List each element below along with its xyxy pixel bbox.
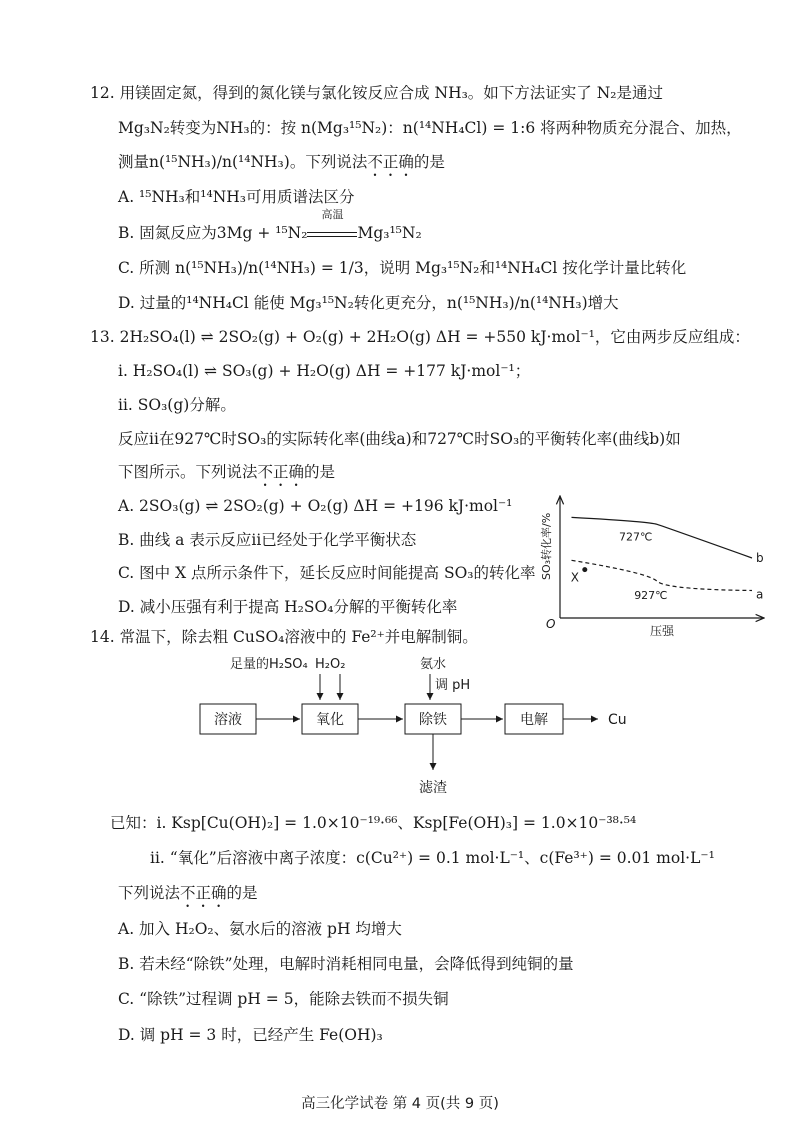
q14-option-b: B. 若未经“除铁”处理，电解时消耗相同电量，会降低得到纯铜的量 [118, 955, 574, 973]
chart-x-axis-label: 压强 [650, 624, 675, 638]
q13-option-d: D. 减小压强有利于提高 H₂SO₄分解的平衡转化率 [118, 598, 458, 616]
chart-series-b-label: b [756, 551, 764, 565]
residue-label: 滤渣 [419, 780, 447, 796]
box-iron-removal-label: 除铁 [419, 712, 447, 728]
q14-option-d: D. 调 pH = 3 时，已经产生 Fe(OH)₃ [118, 1026, 383, 1044]
q13-stem-line1: 13. 2H₂SO₄(l) ⇌ 2SO₂(g) + O₂(g) + 2H₂O(g) ΔH = +550 kJ·mol⁻¹，它由两步反应组成： [90, 328, 750, 346]
q12-option-b-post: Mg₃¹⁵N₂ [357, 224, 422, 242]
q12-option-d: D. 过量的¹⁴NH₄Cl 能使 Mg₃¹⁵N₂转化更充分，n(¹⁵NH₃)/n(¹⁴NH₃)增大 [118, 294, 619, 312]
q14-option-c: C. “除铁”过程调 pH = 5，能除去铁而不损失铜 [118, 990, 449, 1008]
q12-option-b-pre: B. 固氮反应为3Mg + ¹⁵N₂ [118, 224, 308, 242]
box-solution-label: 溶液 [214, 712, 242, 728]
q12-option-b [118, 208, 422, 244]
chart-y-axis-label: SO₃转化率/% [540, 512, 553, 580]
q13-desc-line1: 反应ⅱ在927℃时SO₃的实际转化率(曲线a)和727℃时SO₃的平衡转化率(曲线b)如 [118, 430, 681, 448]
q12-stem-line3-pre: 测量n(¹⁵NH₃)/n(¹⁴NH₃)。下列说法 [118, 153, 368, 171]
chart-point-x [582, 567, 587, 572]
chart-series-a-line [572, 560, 753, 590]
q13-emphasis: 不正确 [257, 463, 305, 481]
q12-stem-line2: Mg₃N₂转变为NH₃的：按 n(Mg₃¹⁵N₂)：n(¹⁴NH₄Cl) = 1:6 将两种物质充分混合、加热， [118, 119, 742, 137]
box-oxidation-label: 氧化 [316, 712, 344, 728]
q13-desc-line2-pre: 下图所示。下列说法 [118, 463, 258, 481]
q13-option-b: B. 曲线 a 表示反应ⅱ已经处于化学平衡状态 [118, 531, 417, 549]
q14-emphasis: 不正确 [180, 884, 227, 902]
q13-step-ii: ⅱ. SO₃(g)分解。 [118, 396, 236, 414]
q13-step-i: ⅰ. H₂SO₄(l) ⇌ SO₃(g) + H₂O(g) ΔH = +177 kJ·mol⁻¹； [118, 362, 531, 380]
q13-desc-line2-post: 的是 [304, 463, 336, 481]
q14-ask [118, 882, 258, 911]
product-cu-label: Cu [608, 712, 627, 728]
q12-option-a: A. ¹⁵NH₃和¹⁴NH₃可用质谱法区分 [118, 188, 355, 206]
chart-temp-927-label: 927℃ [634, 589, 668, 603]
q12-reaction-condition: 高温 [321, 208, 344, 221]
chart-series-a-label: a [756, 587, 764, 602]
q12-stem-line3-post: 的是 [413, 153, 445, 171]
q12-emphasis: 不正确 [367, 153, 414, 171]
reagent-h2o2-label: H₂O₂ [315, 657, 346, 672]
q14-known-ii: ⅱ. “氧化”后溶液中离子浓度：c(Cu²⁺) = 0.1 mol·L⁻¹、c(Fe³⁺) = 0.01 mol·L⁻¹ [150, 849, 715, 867]
chart-temp-727-label: 727℃ [619, 530, 653, 544]
q14-ask-post: 的是 [226, 884, 258, 902]
q12-stem-line1: 12. 用镁固定氮，得到的氮化镁与氯化铵反应合成 NH₃。如下方法证实了 N₂是通过 [90, 84, 664, 102]
chart-point-x-label: X [570, 570, 580, 585]
chart-origin-label: O [546, 617, 556, 631]
q14-stem: 14. 常温下，除去粗 CuSO₄溶液中的 Fe²⁺并电解制铜。 [90, 628, 478, 646]
chart-series-b-line [572, 517, 753, 558]
q14-known-i: 已知：ⅰ. Ksp[Cu(OH)₂] = 1.0×10⁻¹⁹·⁶⁶、Ksp[Fe(OH)₃] = 1.0×10⁻³⁸·⁵⁴ [110, 814, 637, 832]
q12-reaction-arrow [307, 208, 357, 244]
page-footer: 高三化学试卷 第 4 页(共 9 页) [301, 1096, 499, 1112]
q12-stem-line3 [118, 151, 445, 180]
q14-option-a: A. 加入 H₂O₂、氨水后的溶液 pH 均增大 [118, 920, 402, 938]
q13-option-c: C. 图中 X 点所示条件下，延长反应时间能提高 SO₃的转化率 [118, 564, 536, 582]
q13-chart [532, 490, 772, 638]
q12-option-c: C. 所测 n(¹⁵NH₃)/n(¹⁴NH₃) = 1/3，说明 Mg₃¹⁵N₂和¹⁴NH₄Cl 按化学计量比转化 [118, 259, 687, 277]
reagent-ph-label: 调 pH [435, 678, 471, 693]
reagent-ammonia-label: 氨水 [420, 657, 447, 672]
box-electrolysis-label: 电解 [520, 712, 548, 728]
q13-option-a: A. 2SO₃(g) ⇌ 2SO₂(g) + O₂(g) ΔH = +196 kJ·mol⁻¹ [118, 497, 513, 515]
q13-desc-line2 [118, 461, 335, 490]
q14-flow-diagram [180, 652, 700, 802]
q14-ask-pre: 下列说法 [118, 884, 181, 902]
reagent-h2so4-label: 足量的H₂SO₄ [230, 657, 308, 672]
